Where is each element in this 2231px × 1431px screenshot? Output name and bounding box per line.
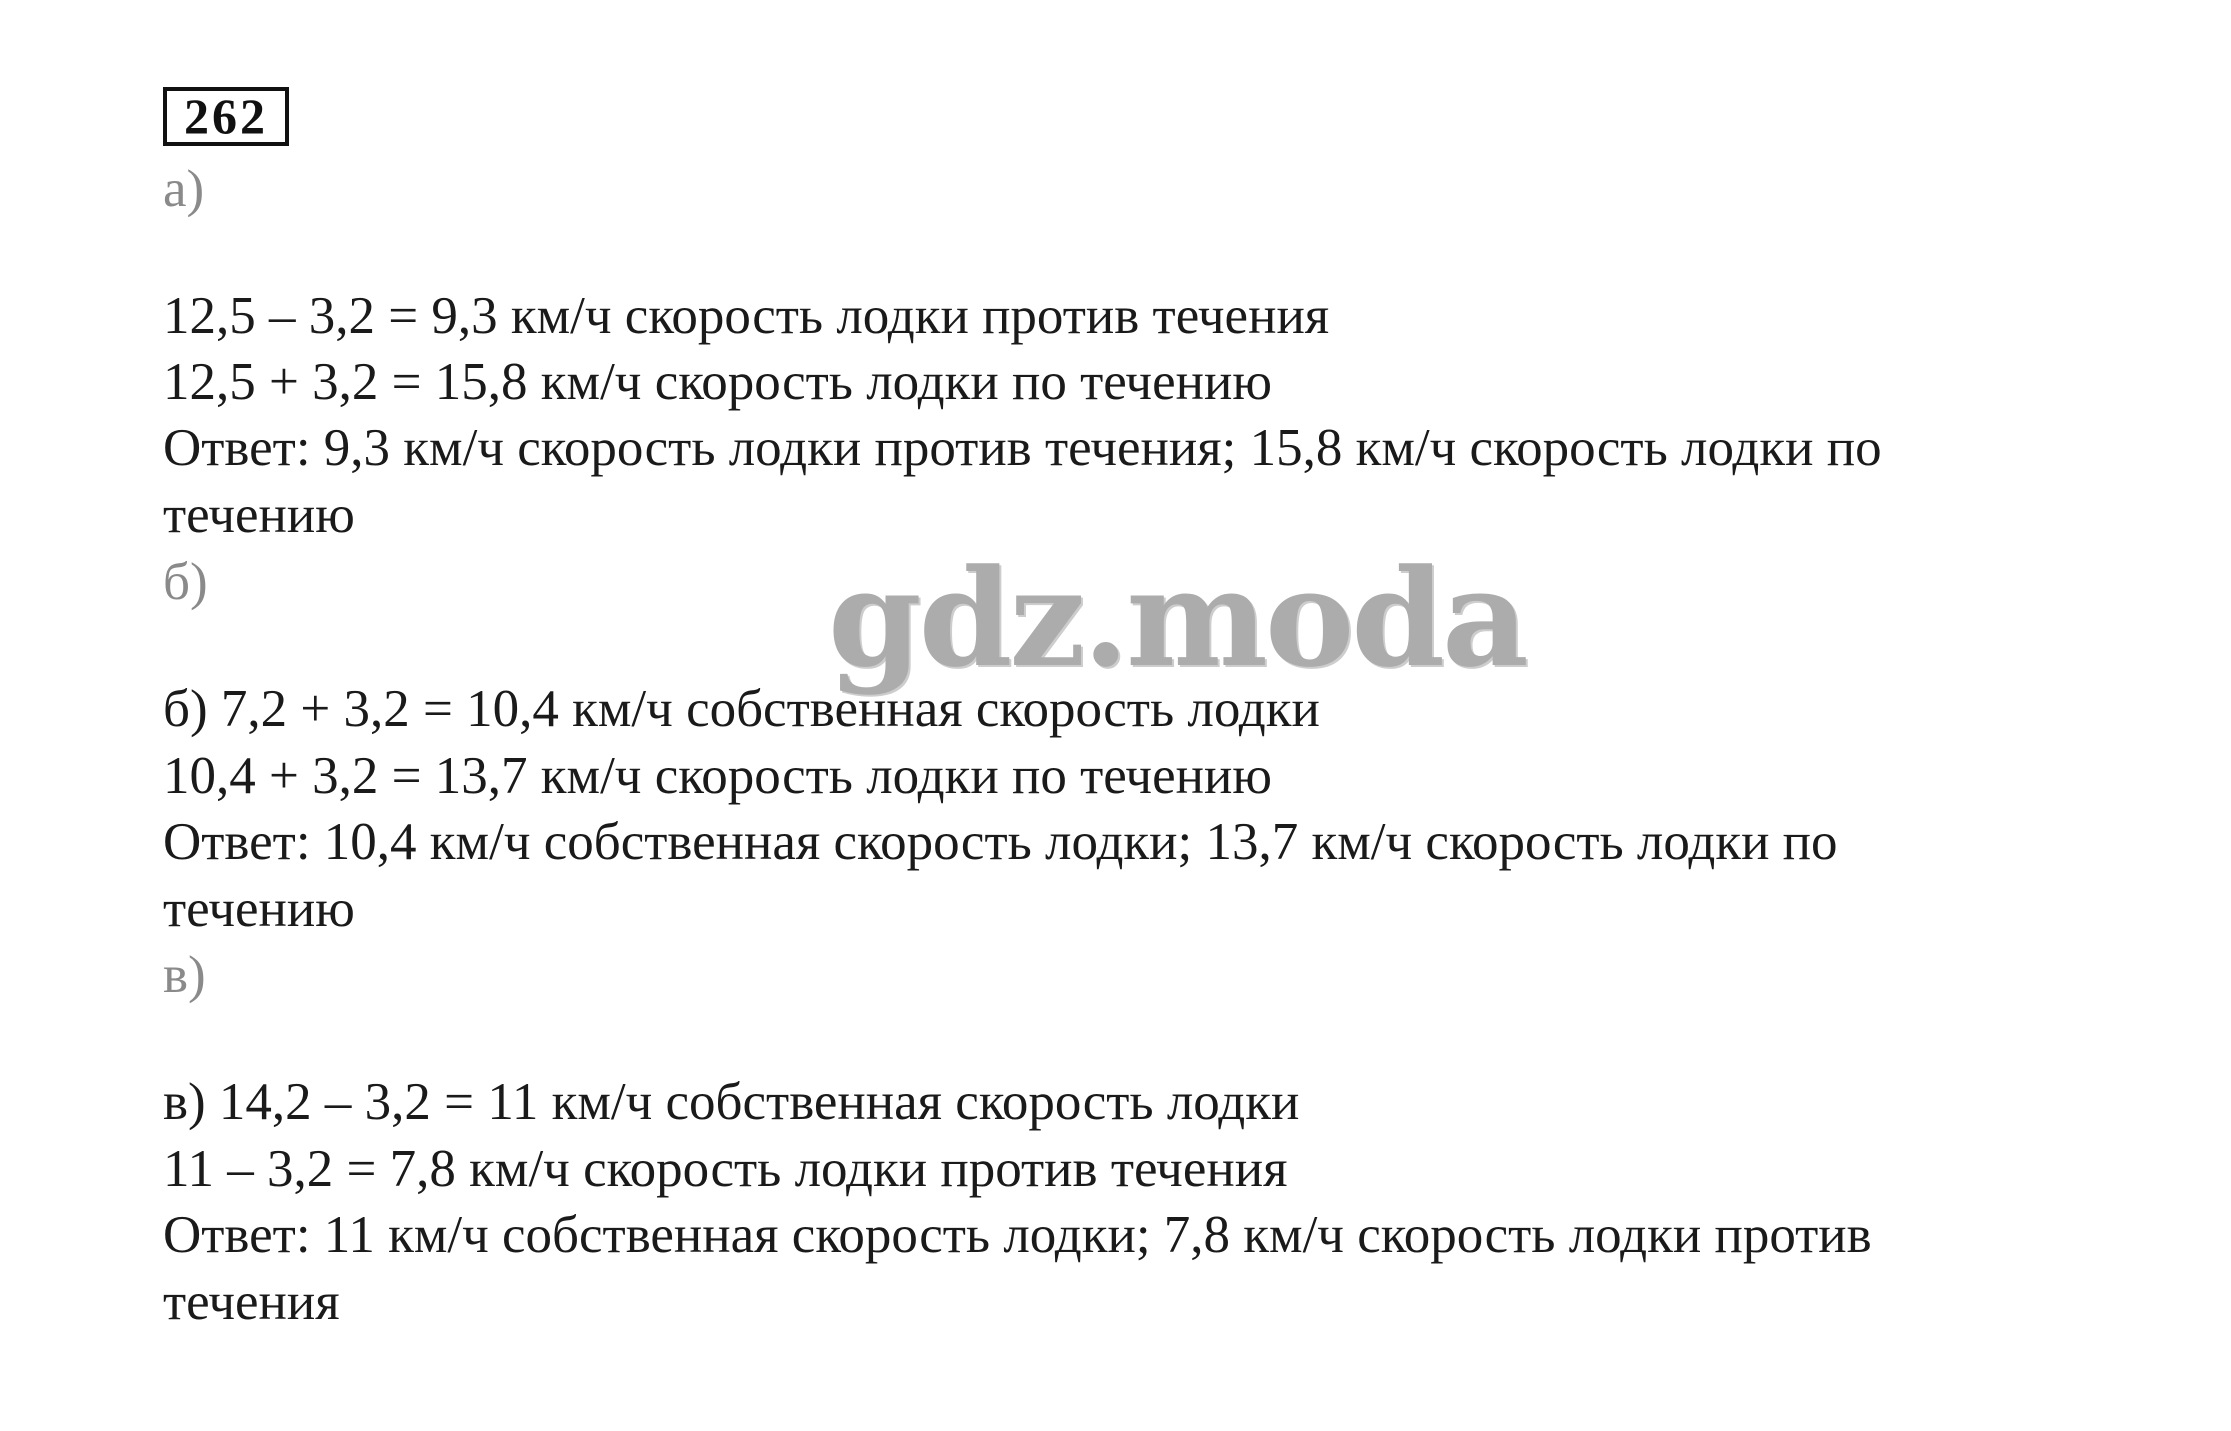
solution-line: б) 7,2 + 3,2 = 10,4 км/ч собственная скорость лодки [163, 680, 1320, 738]
section-label-c: в) [163, 946, 206, 1004]
solution-line: 11 – 3,2 = 7,8 км/ч скорость лодки против течения [163, 1140, 1288, 1198]
answer-line-continued: течения [163, 1273, 340, 1331]
answer-line-continued: течению [163, 880, 355, 938]
answer-line: Ответ: 10,4 км/ч собственная скорость лодки; 13,7 км/ч скорость лодки по [163, 813, 1838, 871]
problem-number-box: 262 [163, 87, 289, 146]
site-watermark: gdz.moda [828, 539, 1526, 697]
solution-line: 12,5 – 3,2 = 9,3 км/ч скорость лодки против течения [163, 287, 1330, 345]
solution-line: в) 14,2 – 3,2 = 11 км/ч собственная скорость лодки [163, 1073, 1300, 1131]
solution-line: 10,4 + 3,2 = 13,7 км/ч скорость лодки по течению [163, 747, 1272, 805]
section-label-b: б) [163, 553, 208, 611]
answer-line: Ответ: 9,3 км/ч скорость лодки против течения; 15,8 км/ч скорость лодки по [163, 419, 1882, 477]
section-label-a: а) [163, 160, 205, 218]
answer-line-continued: течению [163, 486, 355, 544]
answer-line: Ответ: 11 км/ч собственная скорость лодки; 7,8 км/ч скорость лодки против [163, 1206, 1872, 1264]
solution-line: 12,5 + 3,2 = 15,8 км/ч скорость лодки по течению [163, 353, 1272, 411]
